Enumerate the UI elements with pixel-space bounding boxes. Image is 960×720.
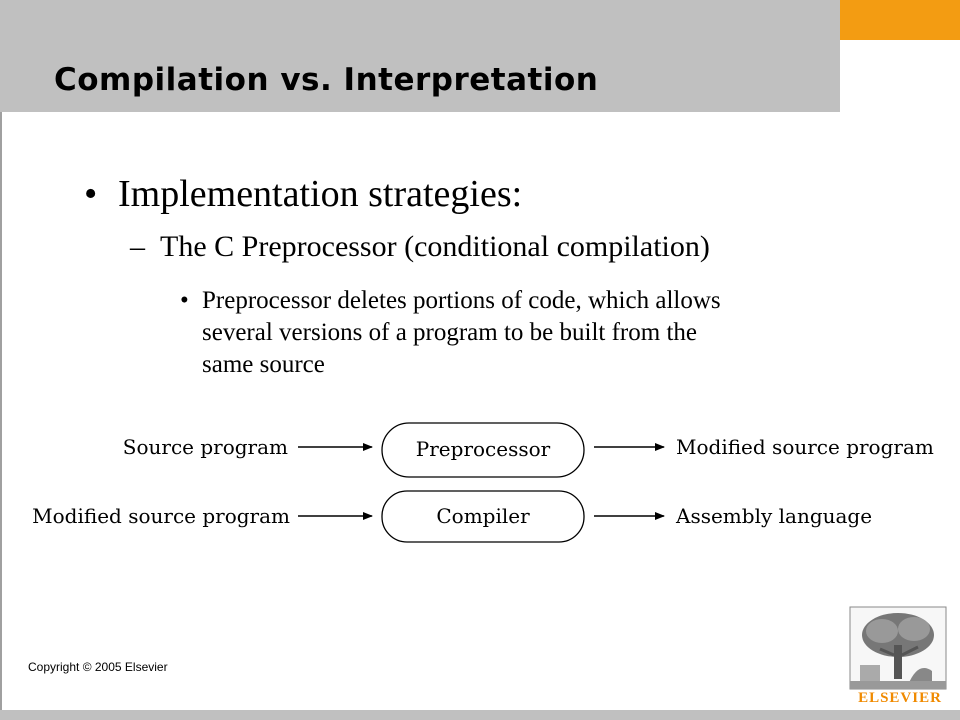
- diagram-box-label: Preprocessor: [415, 437, 551, 461]
- bullet-level1-text: Implementation strategies:: [118, 173, 523, 215]
- slide-title: Compilation vs. Interpretation: [54, 62, 599, 98]
- bullet-level2-text: The C Preprocessor (conditional compilation): [160, 230, 710, 263]
- diagram-input-label: Modified source program: [32, 504, 290, 528]
- diagram-input-label: Source program: [122, 435, 288, 459]
- bullet-level3-line: same source: [202, 351, 325, 378]
- accent-block: [840, 0, 960, 40]
- bullet-level3-line: Preprocessor deletes portions of code, which allows: [202, 287, 721, 314]
- bullet-dash: –: [130, 230, 145, 263]
- diagram-box-label: Compiler: [436, 504, 530, 528]
- bottom-bar: [0, 710, 960, 720]
- bullet-level3-text: [202, 285, 872, 381]
- bullet-dot: •: [84, 173, 98, 215]
- diagram-output-label: Modified source program: [676, 435, 934, 459]
- logo-wordmark: ELSEVIER: [858, 690, 942, 706]
- copyright-text: Copyright © 2005 Elsevier: [28, 660, 168, 674]
- bullet-dot: •: [180, 287, 189, 314]
- diagram-output-label: Assembly language: [676, 504, 873, 528]
- compilation-diagram: [0, 410, 960, 560]
- bullet-level3-line: several versions of a program to be built from the: [202, 319, 697, 346]
